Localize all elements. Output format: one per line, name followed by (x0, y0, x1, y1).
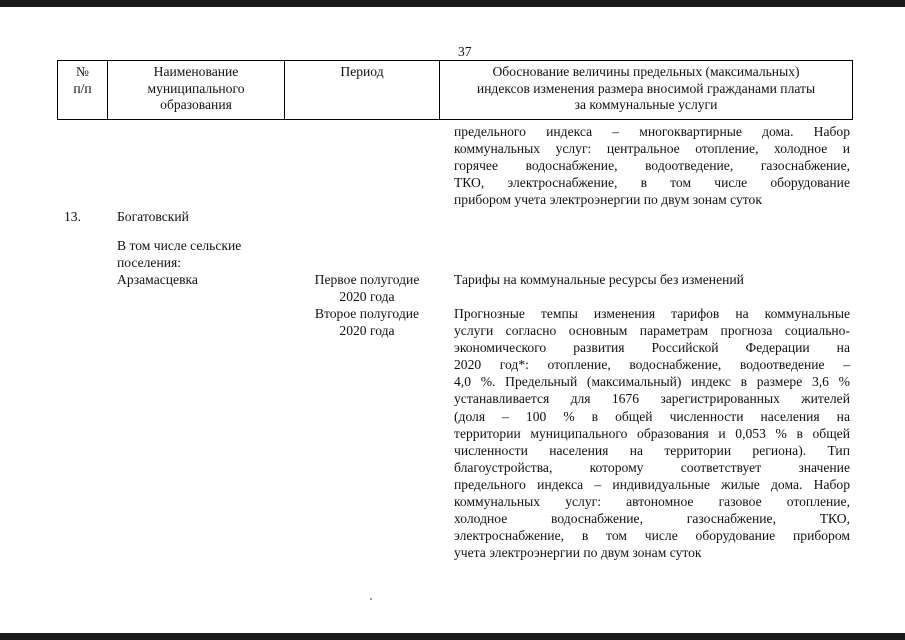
basis-first-half: Тарифы на коммунальные ресурсы без изменений (454, 272, 744, 287)
scan-speck (370, 598, 372, 600)
scan-top-border (0, 0, 905, 7)
basis-second-half: Прогнозные темпы изменения тарифов на коммунальные услуги согласно основным параметрам прогноза социально- экономического развития Российской Федерации на 2020 год*: отопление, водоснабжение, водоотведение – 4,0 %. Предельный (максимальный) индекс в размере 3,6 % устанавливается для 1676 зарегистрированных жителей (доля – 100 % в общей численности населения на территории муниципального образования и 0,053 % в общей численности населения на территории региона). Тип благоустройства, которому соответствует значение предельного индекса – индивидуальные жилые дома. Набор коммунальных услуг: автономное газовое отопление, холодное водоснабжение, газоснабжение, ТКО, электроснабжение, в том числе оборудование прибором учета электроэнергии по двум зонам суток (454, 306, 850, 561)
table-header (57, 60, 853, 120)
header-number-column: № п/п (73, 64, 92, 96)
header-name-column: Наименование муниципального образования (147, 64, 245, 112)
continuation-paragraph: предельного индекса – многоквартирные дома. Набор коммунальных услуг: центральное отопление, холодное и горячее водоснабжение, водоотведение, газоснабжение, ТКО, электроснабжение, в том числе оборудование прибором учета электроэнергии по двум зонам суток (454, 124, 850, 208)
header-top-rule (57, 60, 853, 61)
row-number: 13. (64, 209, 81, 224)
header-divider (852, 60, 853, 120)
header-basis-column: Обоснование величины предельных (максимальных) индексов изменения размера вносимой гражданами платы за коммунальные услуги (476, 64, 816, 112)
settlement-name: Арзамасцевка (117, 272, 198, 287)
period-first-half: Первое полугодие 2020 года (314, 272, 420, 305)
settlements-subheading: В том числе сельские поселения: (117, 238, 242, 271)
period-second-half: Второе полугодие 2020 года (314, 306, 420, 339)
scan-bottom-border (0, 633, 905, 640)
page-number: 37 (458, 44, 472, 59)
header-period-column: Период (340, 64, 384, 79)
header-bottom-rule (57, 119, 853, 120)
municipality-name: Богатовский (117, 209, 189, 224)
